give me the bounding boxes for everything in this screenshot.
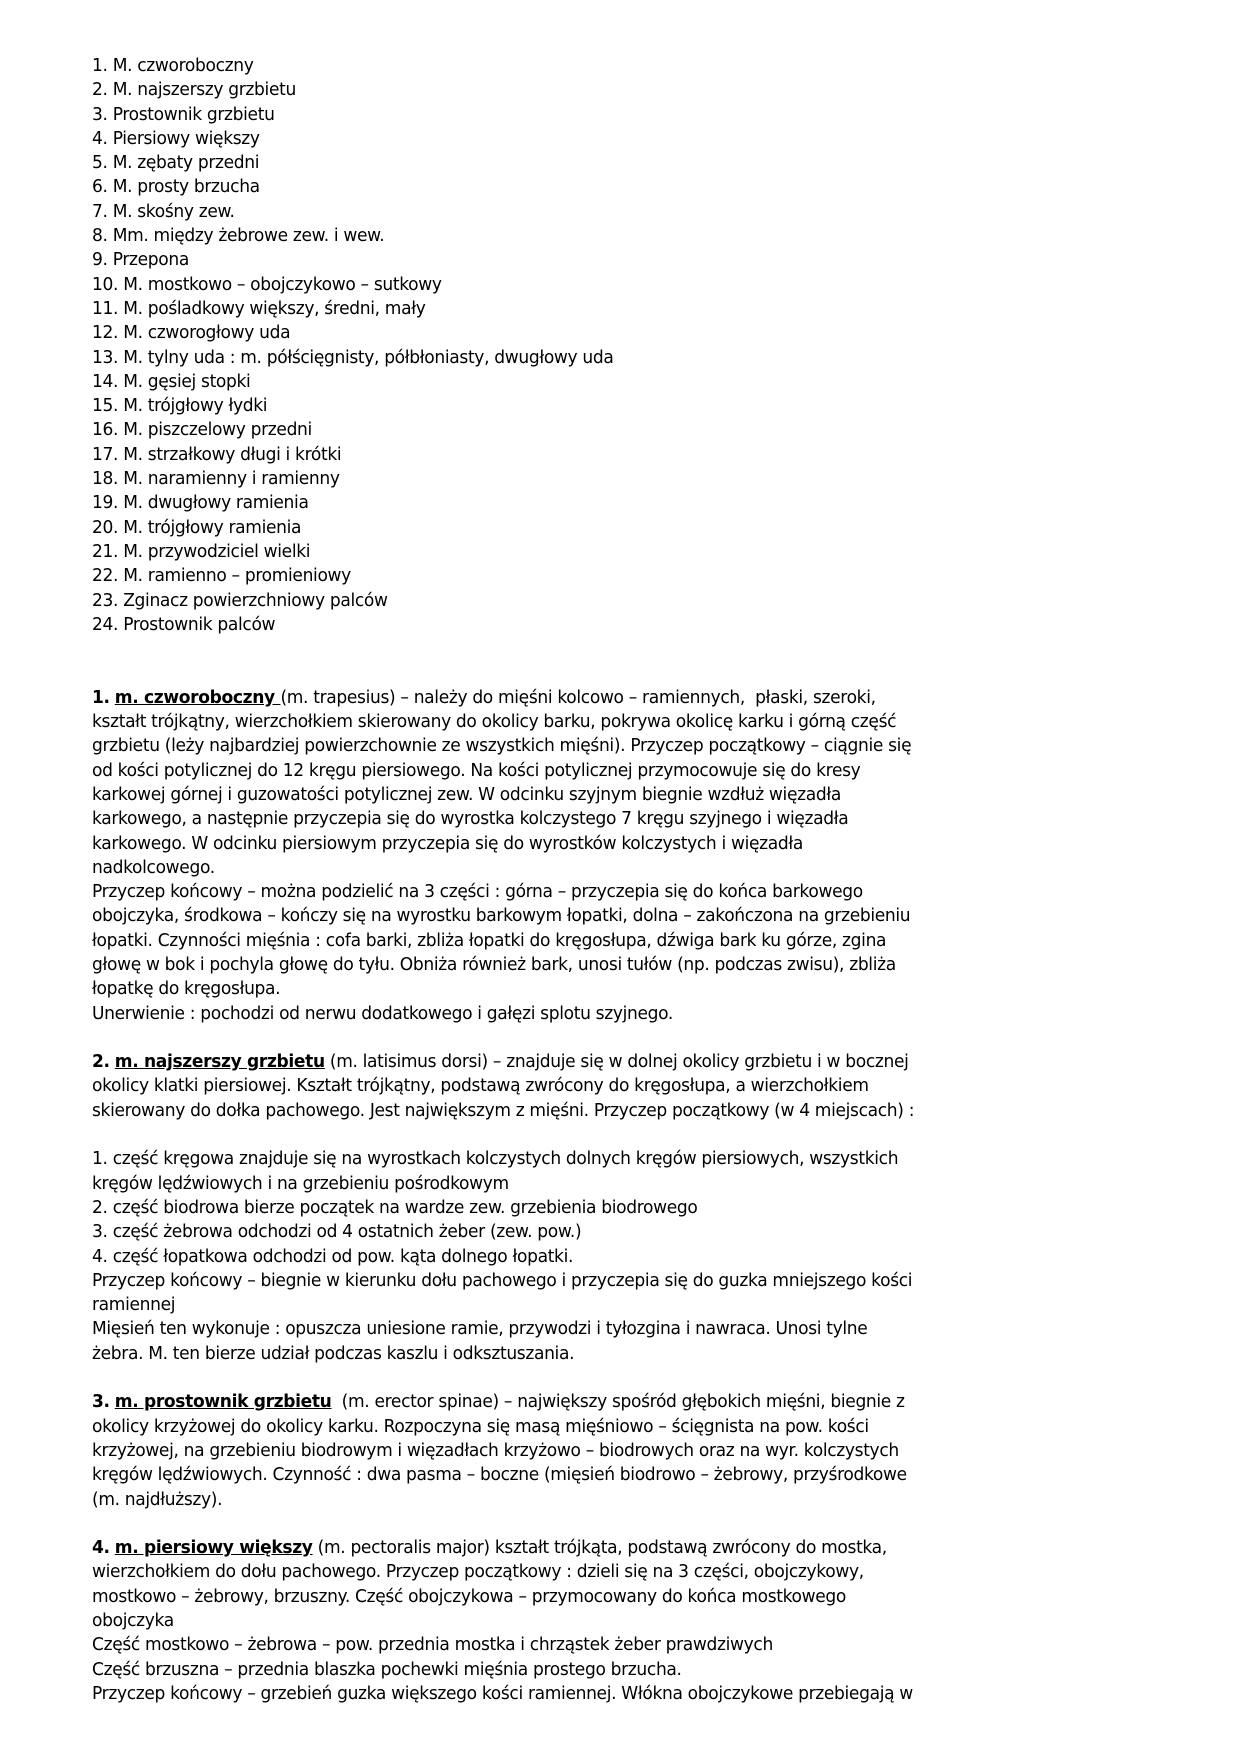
- muscle-list-item: 12. M. czworogłowy uda: [92, 323, 291, 344]
- text-line: obojczyka, środkowa – kończy się na wyrostku barkowym łopatki, dolna – zakończona na grzebieniu: [92, 906, 911, 927]
- muscle-list-item: 23. Zginacz powierzchniowy palców: [92, 590, 388, 611]
- muscle-list-item: 14. M. gęsiej stopki: [92, 371, 251, 392]
- muscle-list-item: 11. M. pośladkowy większy, średni, mały: [92, 298, 426, 319]
- text-line: (m. najdłuższy).: [92, 1489, 223, 1510]
- text-line: kształt trójkątny, wierzchołkiem skierowany do okolicy barku, pokrywa okolicę karku i górną część: [92, 712, 897, 733]
- text-line: karkowego, a następnie przyczepia się do wyrostka kolczystego 7 kręgu szyjnego i więzadła: [92, 809, 849, 830]
- text-line: grzbietu (leży najbardziej powierzchownie ze wszystkich mięśni). Przyczep początkowy – ciągnie się: [92, 736, 912, 757]
- muscle-list-item: 4. Piersiowy większy: [92, 128, 260, 149]
- muscle-list-item: 8. Mm. między żebrowe zew. i wew.: [92, 226, 385, 247]
- muscle-list-item: 17. M. strzałkowy długi i krótki: [92, 444, 342, 465]
- muscle-list-item: 20. M. trójgłowy ramienia: [92, 517, 302, 538]
- blank-line: [92, 1026, 1120, 1050]
- text-line: obojczyka: [92, 1611, 174, 1631]
- section-heading-rest: (m. latisimus dorsi) – znajduje się w dolnej okolicy grzbietu i w bocznej: [324, 1052, 909, 1073]
- muscle-list-item: 10. M. mostkowo – obojczykowo – sutkowy: [92, 274, 442, 295]
- muscle-list-item: 7. M. skośny zew.: [92, 201, 235, 222]
- muscle-descriptions: [92, 686, 1120, 1706]
- section-heading-line: [92, 1390, 1120, 1414]
- muscle-list-item: 1. M. czworoboczny: [92, 56, 254, 76]
- text-line: Część brzuszna – przednia blaszka pochewki mięśnia prostego brzucha.: [92, 1659, 682, 1680]
- text-line: łopatkę do kręgosłupa.: [92, 979, 281, 1000]
- text-line: 3. część żebrowa odchodzi od 4 ostatnich żeber (zew. pow.): [92, 1222, 582, 1243]
- section-heading-rest: (m. pectoralis major) kształt trójkąta, podstawą zwrócony do mostka,: [312, 1538, 887, 1559]
- text-line: nadkolcowego.: [92, 857, 215, 878]
- section-title: m. piersiowy większy: [114, 1538, 313, 1559]
- text-line: wierzchołkiem do dołu pachowego. Przyczep początkowy : dzieli się na 3 części, obojczykowy,: [92, 1562, 864, 1583]
- text-line: Mięsień ten wykonuje : opuszcza uniesione ramie, przywodzi i tyłozgina i nawraca. Unosi tylne: [92, 1319, 868, 1340]
- text-line: krzyżowej, na grzebieniu biodrowym i więzadłach krzyżowo – biodrowych oraz na wyr. kolczystych: [92, 1440, 899, 1461]
- text-line: ramiennej: [92, 1295, 176, 1316]
- section-heading-line: [92, 1050, 1120, 1074]
- text-line: Przyczep końcowy – grzebień guzka większego kości ramiennej. Włókna obojczykowe przebiegają w: [92, 1683, 913, 1704]
- section-number: 2.: [92, 1052, 110, 1073]
- muscle-list-item: 2. M. najszerszy grzbietu: [92, 80, 296, 101]
- text-line: Część mostkowo – żebrowa – pow. przednia mostka i chrząstek żeber prawdziwych: [92, 1635, 773, 1656]
- section-2: [92, 1050, 1120, 1390]
- text-line: karkowego. W odcinku piersiowym przyczepia się do wyrostków kolczystych i więzadła: [92, 833, 804, 854]
- muscle-list-item: 6. M. prosty brzucha: [92, 177, 260, 198]
- section-title: m. prostownik grzbietu: [114, 1392, 332, 1413]
- muscle-list-item: 22. M. ramienno – promieniowy: [92, 566, 351, 587]
- muscle-list: [92, 54, 1120, 637]
- text-line: [92, 1123, 1120, 1147]
- section-number: 3.: [92, 1392, 110, 1413]
- document-page: [92, 54, 1120, 1706]
- text-line: łopatki. Czynności mięśnia : cofa barki, zbliża łopatki do kręgosłupa, dźwiga bark ku górze, zgina: [92, 930, 887, 951]
- text-line: Przyczep końcowy – można podzielić na 3 części : górna – przyczepia się do końca barkowego: [92, 882, 863, 903]
- muscle-list-item: 16. M. piszczelowy przedni: [92, 420, 312, 441]
- text-line: Przyczep końcowy – biegnie w kierunku dołu pachowego i przyczepia się do guzka mniejszego kości: [92, 1270, 913, 1291]
- text-line: od kości potylicznej do 12 kręgu piersiowego. Na kości potylicznej przymocowuje się do kresy: [92, 760, 861, 781]
- section-heading-rest: (m. erector spinae) – największy spośród głębokich mięśni, biegnie z: [331, 1392, 905, 1413]
- text-line: okolicy krzyżowej do okolicy karku. Rozpoczyna się masą mięśniowo – ścięgnista na pow. kości: [92, 1416, 869, 1437]
- text-line: Unerwienie : pochodzi od nerwu dodatkowego i gałęzi splotu szyjnego.: [92, 1003, 673, 1024]
- blank-line: [92, 661, 1120, 685]
- section-heading-line: [92, 686, 1120, 710]
- muscle-list-item: 21. M. przywodziciel wielki: [92, 541, 311, 562]
- section-1: [92, 686, 1120, 1050]
- text-line: głowę w bok i pochyla głowę do tyłu. Obniża również bark, unosi tułów (np. podczas zwisu), zbliża: [92, 954, 896, 975]
- text-line: kręgów lędźwiowych. Czynność : dwa pasma – boczne (mięsień biodrowo – żebrowy, przyśrodkowe: [92, 1465, 907, 1486]
- blank-line: [92, 1366, 1120, 1390]
- text-line: 4. część łopatkowa odchodzi od pow. kąta dolnego łopatki.: [92, 1246, 574, 1267]
- text-line: 2. część biodrowa bierze początek na wardze zew. grzebienia biodrowego: [92, 1197, 698, 1218]
- section-title: m. najszerszy grzbietu: [114, 1052, 325, 1073]
- muscle-list-item: 19. M. dwugłowy ramienia: [92, 493, 309, 514]
- text-line: 1. część kręgowa znajduje się na wyrostkach kolczystych dolnych kręgów piersiowych, wszystkich: [92, 1149, 899, 1170]
- text-line: skierowany do dołka pachowego. Jest największym z mięśni. Przyczep początkowy (w 4 miejscach) :: [92, 1100, 915, 1121]
- section-number: 4.: [92, 1538, 110, 1559]
- section-heading-rest: (m. trapesius) – należy do mięśni kolcowo – ramiennych, płaski, szeroki,: [280, 687, 876, 708]
- text-line: karkowej górnej i guzowatości potylicznej zew. W odcinku szyjnym biegnie wzdłuż więzadła: [92, 784, 841, 805]
- text-line: mostkowo – żebrowy, brzuszny. Część obojczykowa – przymocowany do końca mostkowego: [92, 1586, 847, 1607]
- section-title: m. czworoboczny: [114, 687, 281, 708]
- muscle-list-item: 24. Prostownik palców: [92, 614, 276, 635]
- muscle-list-item: 3. Prostownik grzbietu: [92, 104, 275, 125]
- blank-line: [92, 1512, 1120, 1536]
- muscle-list-item: 9. Przepona: [92, 250, 189, 271]
- muscle-list-item: 5. M. zębaty przedni: [92, 153, 260, 174]
- text-line: kręgów lędźwiowych i na grzebieniu pośrodkowym: [92, 1173, 509, 1194]
- section-4: [92, 1536, 1120, 1706]
- text-line: okolicy klatki piersiowej. Kształt trójkątny, podstawą zwrócony do kręgosłupa, a wierzchołkiem: [92, 1076, 869, 1097]
- section-heading-line: [92, 1536, 1120, 1560]
- section-number: 1.: [92, 687, 110, 708]
- section-3: [92, 1390, 1120, 1536]
- blank-line: [92, 637, 1120, 661]
- muscle-list-item: 13. M. tylny uda : m. półścięgnisty, półbłoniasty, dwugłowy uda: [92, 347, 614, 368]
- muscle-list-item: 15. M. trójgłowy łydki: [92, 396, 268, 417]
- text-line: żebra. M. ten bierze udział podczas kaszlu i odksztuszania.: [92, 1343, 575, 1364]
- muscle-list-item: 18. M. naramienny i ramienny: [92, 469, 340, 490]
